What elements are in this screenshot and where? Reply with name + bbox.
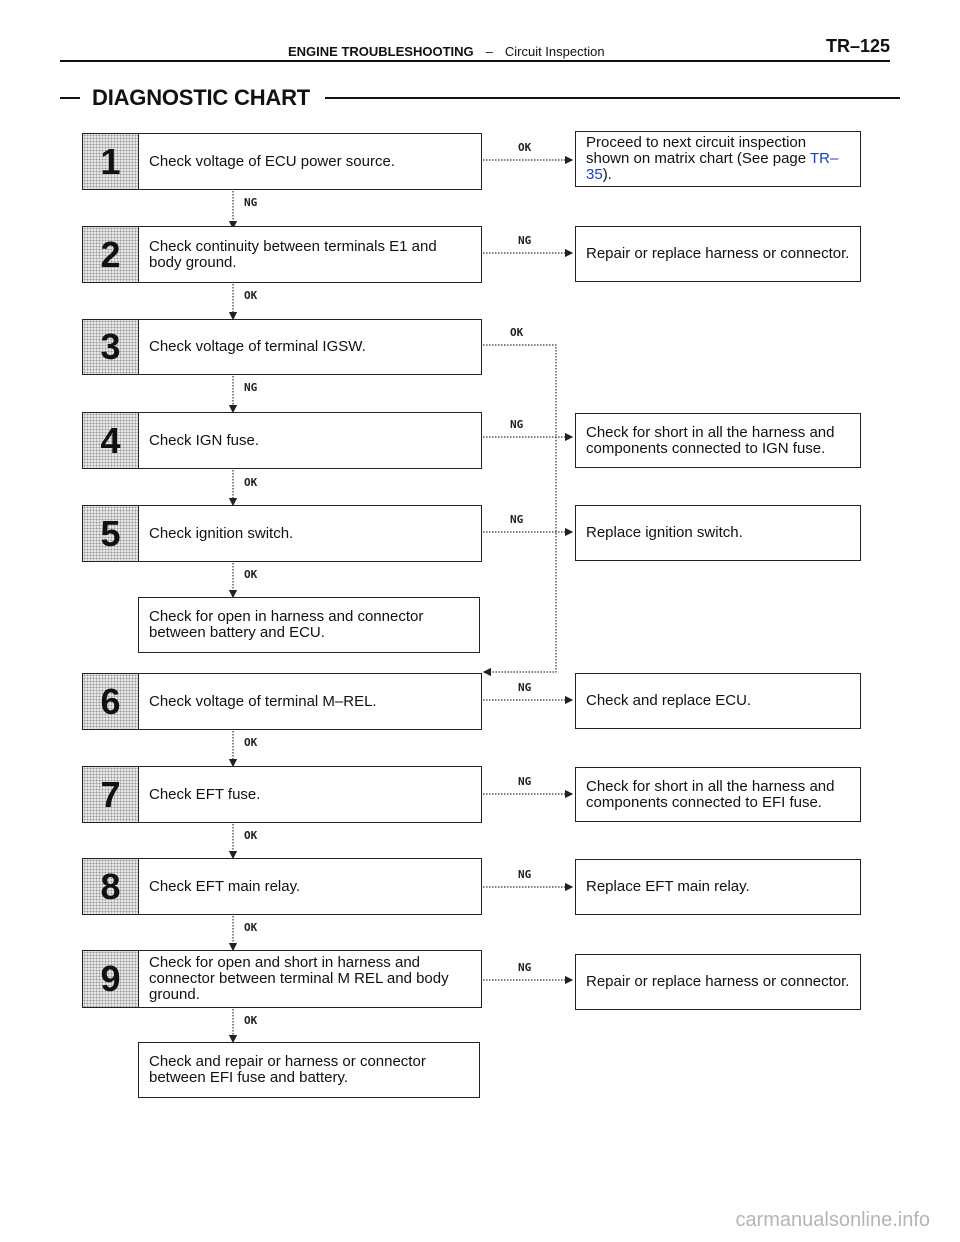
step-5 bbox=[82, 505, 482, 562]
label-ng: NG bbox=[510, 418, 524, 431]
result-8-box: Replace EFT main relay. bbox=[575, 859, 861, 915]
final-check-box: Check and repair or harness or connector between EFI fuse and battery. bbox=[138, 1042, 480, 1098]
step-text: Check EFT fuse. bbox=[149, 785, 261, 803]
label-ng: NG bbox=[510, 513, 524, 526]
page-link[interactable]: TR–35 bbox=[586, 150, 839, 183]
label-ng: NG bbox=[518, 868, 532, 881]
page-number: TR–125 bbox=[825, 36, 890, 56]
step-number: 6 bbox=[83, 674, 139, 729]
step-6 bbox=[82, 673, 482, 730]
step-number: 5 bbox=[83, 506, 139, 561]
step-7 bbox=[82, 766, 482, 823]
label-ok: OK bbox=[244, 829, 258, 842]
step-text: Check continuity between terminals E1 and body ground. bbox=[149, 237, 437, 271]
step-number: 9 bbox=[83, 951, 139, 1007]
result-5-box: Replace ignition switch. bbox=[575, 505, 861, 561]
label-ok: OK bbox=[244, 568, 258, 581]
chart-title: DIAGNOSTIC CHART bbox=[92, 85, 311, 110]
step-number: 4 bbox=[83, 413, 139, 468]
step-text: Check voltage of ECU power source. bbox=[149, 152, 395, 170]
label-ng: NG bbox=[518, 775, 532, 788]
step-text: Check for open and short in harness and connector between terminal M REL and body ground. bbox=[149, 954, 449, 1003]
step-number: 3 bbox=[83, 320, 139, 374]
step-text: Check ignition switch. bbox=[149, 524, 294, 542]
step-number: 1 bbox=[83, 134, 139, 189]
header-section-title: ENGINE TROUBLESHOOTING bbox=[288, 44, 474, 59]
header-separator: – bbox=[485, 44, 493, 59]
result-2-box: Repair or replace harness or connector. bbox=[575, 226, 861, 282]
step-3 bbox=[82, 319, 482, 375]
label-ok: OK bbox=[510, 326, 524, 339]
inline-check-box: Check for open in harness and connector between battery and ECU. bbox=[138, 597, 480, 653]
result-1-text-end: ). bbox=[602, 166, 612, 183]
result-6-box: Check and replace ECU. bbox=[575, 673, 861, 729]
step-text: Check voltage of terminal M–REL. bbox=[149, 692, 377, 710]
label-ng: NG bbox=[518, 681, 532, 694]
label-ng: NG bbox=[244, 196, 258, 209]
label-ok: OK bbox=[244, 289, 258, 302]
step-1 bbox=[82, 133, 482, 190]
label-ok: OK bbox=[518, 141, 532, 154]
step-8 bbox=[82, 858, 482, 915]
label-ng: NG bbox=[518, 234, 532, 247]
result-1-text bbox=[586, 135, 850, 183]
label-ok: OK bbox=[244, 1014, 258, 1027]
result-7-box: Check for short in all the harness and components connected to EFI fuse. bbox=[575, 767, 861, 822]
label-ng: NG bbox=[518, 961, 532, 974]
step-number: 7 bbox=[83, 767, 139, 822]
label-ng: NG bbox=[244, 381, 258, 394]
step-9 bbox=[82, 950, 482, 1008]
step-text: Check EFT main relay. bbox=[149, 877, 301, 895]
step-number: 8 bbox=[83, 859, 139, 914]
label-ok: OK bbox=[244, 476, 258, 489]
step-text: Check voltage of terminal IGSW. bbox=[149, 338, 366, 355]
label-ok: OK bbox=[244, 736, 258, 749]
result-4-box: Check for short in all the harness and components connected to IGN fuse. bbox=[575, 413, 861, 468]
step-4 bbox=[82, 412, 482, 469]
step-number: 2 bbox=[83, 227, 139, 282]
step-2 bbox=[82, 226, 482, 283]
result-9-box: Repair or replace harness or connector. bbox=[575, 954, 861, 1010]
watermark: carmanualsonline.info bbox=[735, 1209, 930, 1231]
result-1-box bbox=[575, 131, 861, 187]
step-text: Check IGN fuse. bbox=[149, 431, 260, 449]
header-subsection: Circuit Inspection bbox=[504, 44, 605, 59]
label-ok: OK bbox=[244, 921, 258, 934]
result-1-text-main: Proceed to next circuit inspection shown on matrix chart (See page bbox=[586, 134, 811, 167]
